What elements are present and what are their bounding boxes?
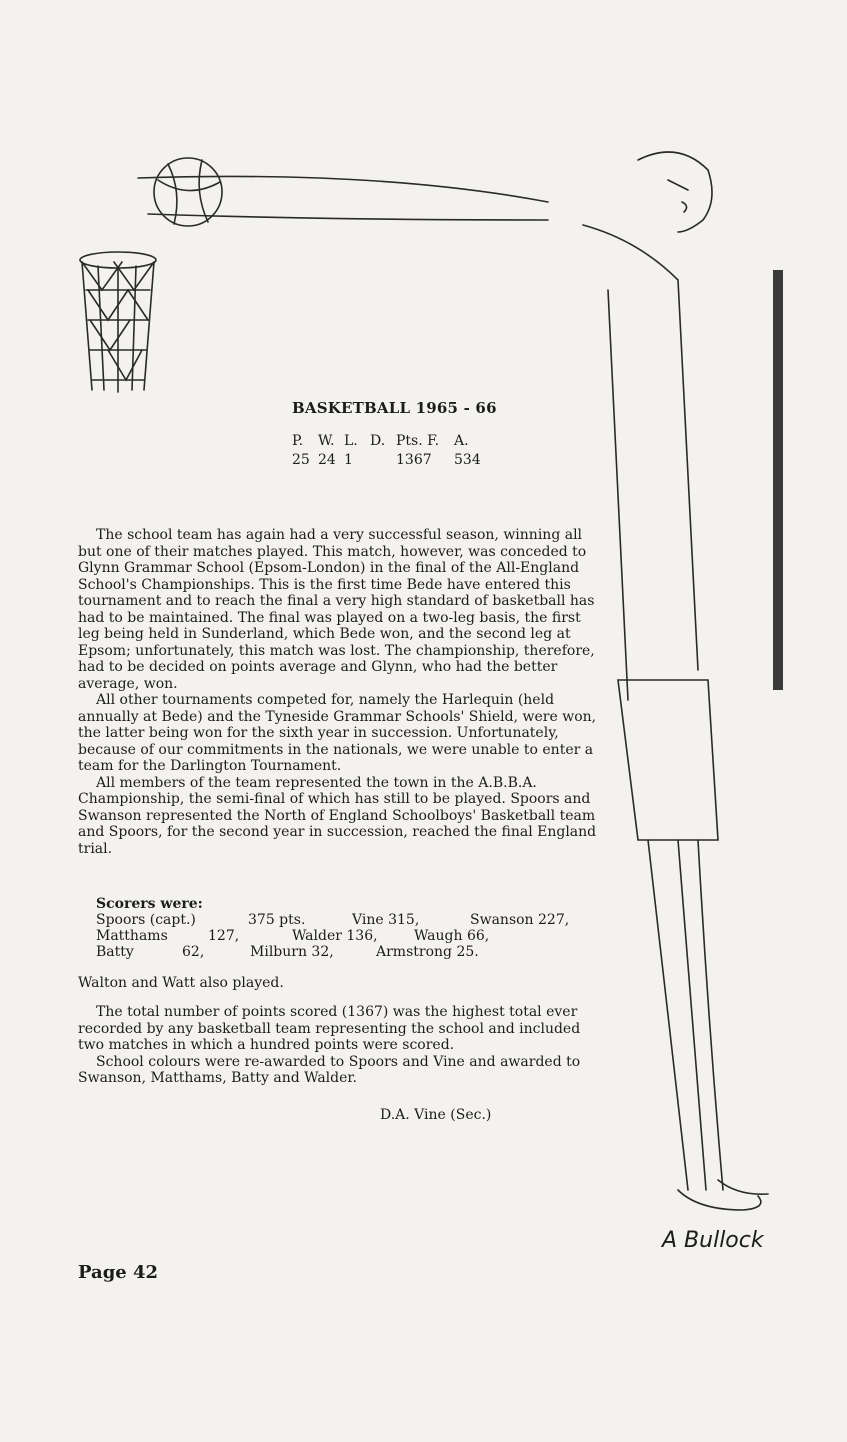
value-played: 25 [292,452,310,468]
scorers-row [96,912,616,928]
scorers-block [96,896,616,960]
header-d: D. [370,433,386,449]
artist-signature: A Bullock [662,1228,764,1253]
closing-text [78,1004,598,1087]
value-drawn [370,451,396,470]
header-w: W. [318,433,335,449]
scorer-name: Batty [96,944,134,960]
scorer-third: Swanson 227, [470,912,570,928]
article-title: BASKETBALL 1965 - 66 [292,399,497,417]
report-body [78,527,598,857]
also-played: Walton and Watt also played. [78,975,284,991]
scorers-row [96,928,616,944]
scorer-name: Matthams [96,928,168,944]
scorers-heading: Scorers were: [96,896,203,912]
scorers-row [96,944,616,960]
header-against: A. [454,433,469,449]
value-points-for: 1367 [396,452,432,468]
scorer-points: 127, [208,928,240,944]
paragraph-representation: All members of the team represented the town in the A.B.B.A. Championship, the semi-final of which has still to be played. Spoors and Swanson represented the North of England Schoolboys' Basketball team and Spoors, for the second year in succession, reached the final England trial. [78,774,597,857]
scorer-name: Spoors (capt.) [96,912,196,928]
header-pts-for: Pts. F. [396,433,440,449]
results-value-row [292,451,484,470]
header-p: P. [292,433,304,449]
scorer-second: Vine 315, [352,912,420,928]
scorer-second: Walder 136, [292,928,378,944]
paragraph-season: The school team has again had a very successful season, winning all but one of their matches played. This match, however, was conceded to Glynn Grammar School (Epsom-London) in the final of the All-England School's Championships. This is the first time Bede have entered this tournament and to reach the final a very high standard of basketball has had to be maintained. The final was played on a two-leg basis, the first leg being held in Sunderland, which Bede won, and the second leg at Epsom; unfortunately, this match was lost. The championship, therefore, had to be decided on points average and Glynn, who had the better average, won. [78,527,595,692]
value-won: 24 [318,452,336,468]
scorer-points: 375 pts. [248,912,306,928]
scorer-third: Armstrong 25. [376,944,479,960]
author-signature: D.A. Vine (Sec.) [380,1107,492,1123]
paragraph-total-points: The total number of points scored (1367) was the highest total ever recorded by any basketball team representing the school and included two matches in which a hundred points were scored. [78,1004,581,1053]
paragraph-tournaments: All other tournaments competed for, namely the Harlequin (held annually at Bede) and the Tyneside Grammar Schools' Shield, were won, the latter being won for the sixth year in succession. Unfortunately, because of our commitments in the nationals, we were unable to enter a team for the Darlington Tournament. [78,692,597,774]
scorer-points: 62, [182,944,205,960]
paragraph-colours: School colours were re-awarded to Spoors and Vine and awarded to Swanson, Matthams, Batty and Walder. [78,1053,581,1086]
scorer-third: Waugh 66, [414,928,490,944]
header-l: L. [344,433,358,449]
scorer-second: Milburn 32, [250,944,334,960]
value-points-against: 534 [454,452,481,468]
value-lost: 1 [344,452,353,468]
page-number: Page 42 [78,1262,159,1283]
jersey-shadow [773,270,783,690]
results-header-row [292,432,484,451]
results-table [292,432,484,470]
